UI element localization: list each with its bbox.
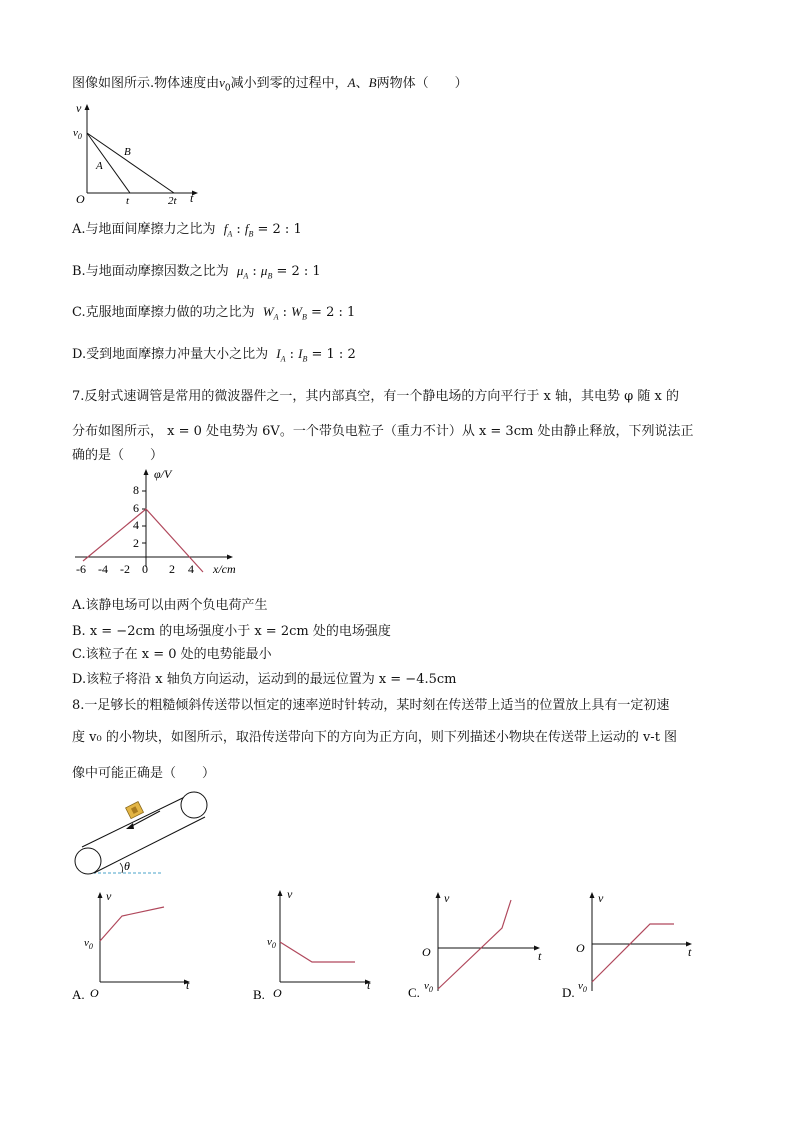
q8-stem-line1: 8.一足够长的粗糙倾斜传送带以恒定的速率逆时针转动，某时刻在传送带上适当的位置放上具有一定初速 [72,698,670,713]
q6-axis-v: v [76,101,82,115]
q7-ytick-4: 4 [133,518,139,532]
svg-text:t: t [186,978,190,992]
svg-text:O: O [576,941,585,955]
q6-intro: 图像如图所示.物体速度由$v_0$减小到零的过程中，A、B两物体（ ） [72,75,468,94]
svg-text:v: v [287,887,293,901]
q6-tick-t: t [126,195,130,206]
q7-xtick-0: 0 [142,562,148,576]
q7-stem-line2: 分布如图所示， x = 0 处电势为 6V。一个带负电粒子（重力不计）从 x = 3cm 处由静止释放，下列说法正 [72,424,694,439]
svg-text:v0: $v_0$ [578,980,587,994]
svg-text:v0: $v_0$ [267,936,276,950]
q8-option-b-label: B. [253,987,265,1002]
q6-option-b: B.与地面动摩擦因数之比为 $\mu_A$ : $\mu_B = 2$ : 1 [72,263,321,281]
q6-axis-t: t [190,191,194,205]
q7-stem-line1: 7.反射式速调管是常用的微波器件之一，其内部真空，有一个静电场的方向平行于 x 轴，其电势 φ 随 x 的 [72,389,679,404]
q7-option-a: A.该静电场可以由两个负电荷产生 [72,598,268,613]
q7-option-d: D.该粒子将沿 x 轴负方向运动，运动到的最远位置为 x = −4.5cm [72,672,457,687]
q7-potential-graph [70,462,250,582]
q7-xtick-4: 4 [188,562,194,576]
svg-text:t: t [538,949,542,963]
q8-block [126,802,144,819]
q7-ytick-2: 2 [133,536,139,550]
q8-option-c-label: C. [408,985,420,1000]
q8-curve-d [592,924,674,982]
svg-text:v0: $v_0$ [424,980,433,994]
q8-curve-c [438,900,511,989]
q6-vt-graph [70,98,205,206]
svg-text:t: t [367,978,371,992]
q8-option-a-label: A. [72,987,85,1002]
q7-ytick-8: 8 [133,483,139,497]
svg-text:v: v [444,891,450,905]
q8-stem-line3: 像中可能正确是（ ） [72,766,216,781]
svg-text:O: O [273,986,282,1000]
q8-graph-d [560,886,710,1006]
q6-label-A: A [96,160,103,172]
q7-ylabel: φ/V [154,467,172,481]
q7-option-b: B. x = −2cm 的电场强度小于 x = 2cm 处的电场强度 [72,624,391,639]
q7-xtick-m2: -2 [120,562,130,576]
q8-theta: θ [124,859,130,873]
q8-curve-a [100,907,164,941]
q6-label-B: B [124,146,131,158]
q8-stem-line2: 度 v₀ 的小物块，如图所示，取沿传送带向下的方向为正方向，则下列描述小物块在传送带上运动的 v-t 图 [72,730,678,745]
q8-upper-roller [181,792,207,818]
q8-conveyor-figure [70,785,220,880]
svg-text:O: O [422,945,431,959]
q7-xtick-m6: -6 [76,562,86,576]
q7-xtick-2: 2 [169,562,175,576]
svg-text:v: v [106,889,112,903]
q8-graph-b [253,886,378,1006]
q6-label-v0: $v_0$ [73,127,82,141]
q7-option-c: C.该粒子在 x = 0 处的电势能最小 [72,647,272,662]
q6-tick-2t: 2t [168,195,177,206]
q7-ytick-6: 6 [133,501,139,515]
q8-option-d-label: D. [562,985,575,1000]
q7-xtick-m4: -4 [98,562,108,576]
q7-xlabel: x/cm [213,562,236,576]
q8-graph-a [70,886,195,1006]
q8-lower-roller [75,848,101,874]
q8-curve-b [280,942,355,962]
svg-text:v: v [598,891,604,905]
svg-text:O: O [90,986,99,1000]
svg-text:v0: $v_0$ [84,937,93,951]
svg-text:t: t [688,945,692,959]
q8-graph-c [406,886,556,1006]
q6-option-d: D.受到地面摩擦力冲量大小之比为 $I_A$ : $I_B = 1$ : 2 [72,346,356,364]
q7-stem-line3: 确的是（ ） [72,448,164,463]
q6-option-a: A.与地面间摩擦力之比为 $f_A$ : $f_B = 2$ : 1 [72,221,302,239]
q6-option-c: C.克服地面摩擦力做的功之比为 $W_A$ : $W_B = 2$ : 1 [72,304,356,322]
q6-origin: O [76,192,85,206]
